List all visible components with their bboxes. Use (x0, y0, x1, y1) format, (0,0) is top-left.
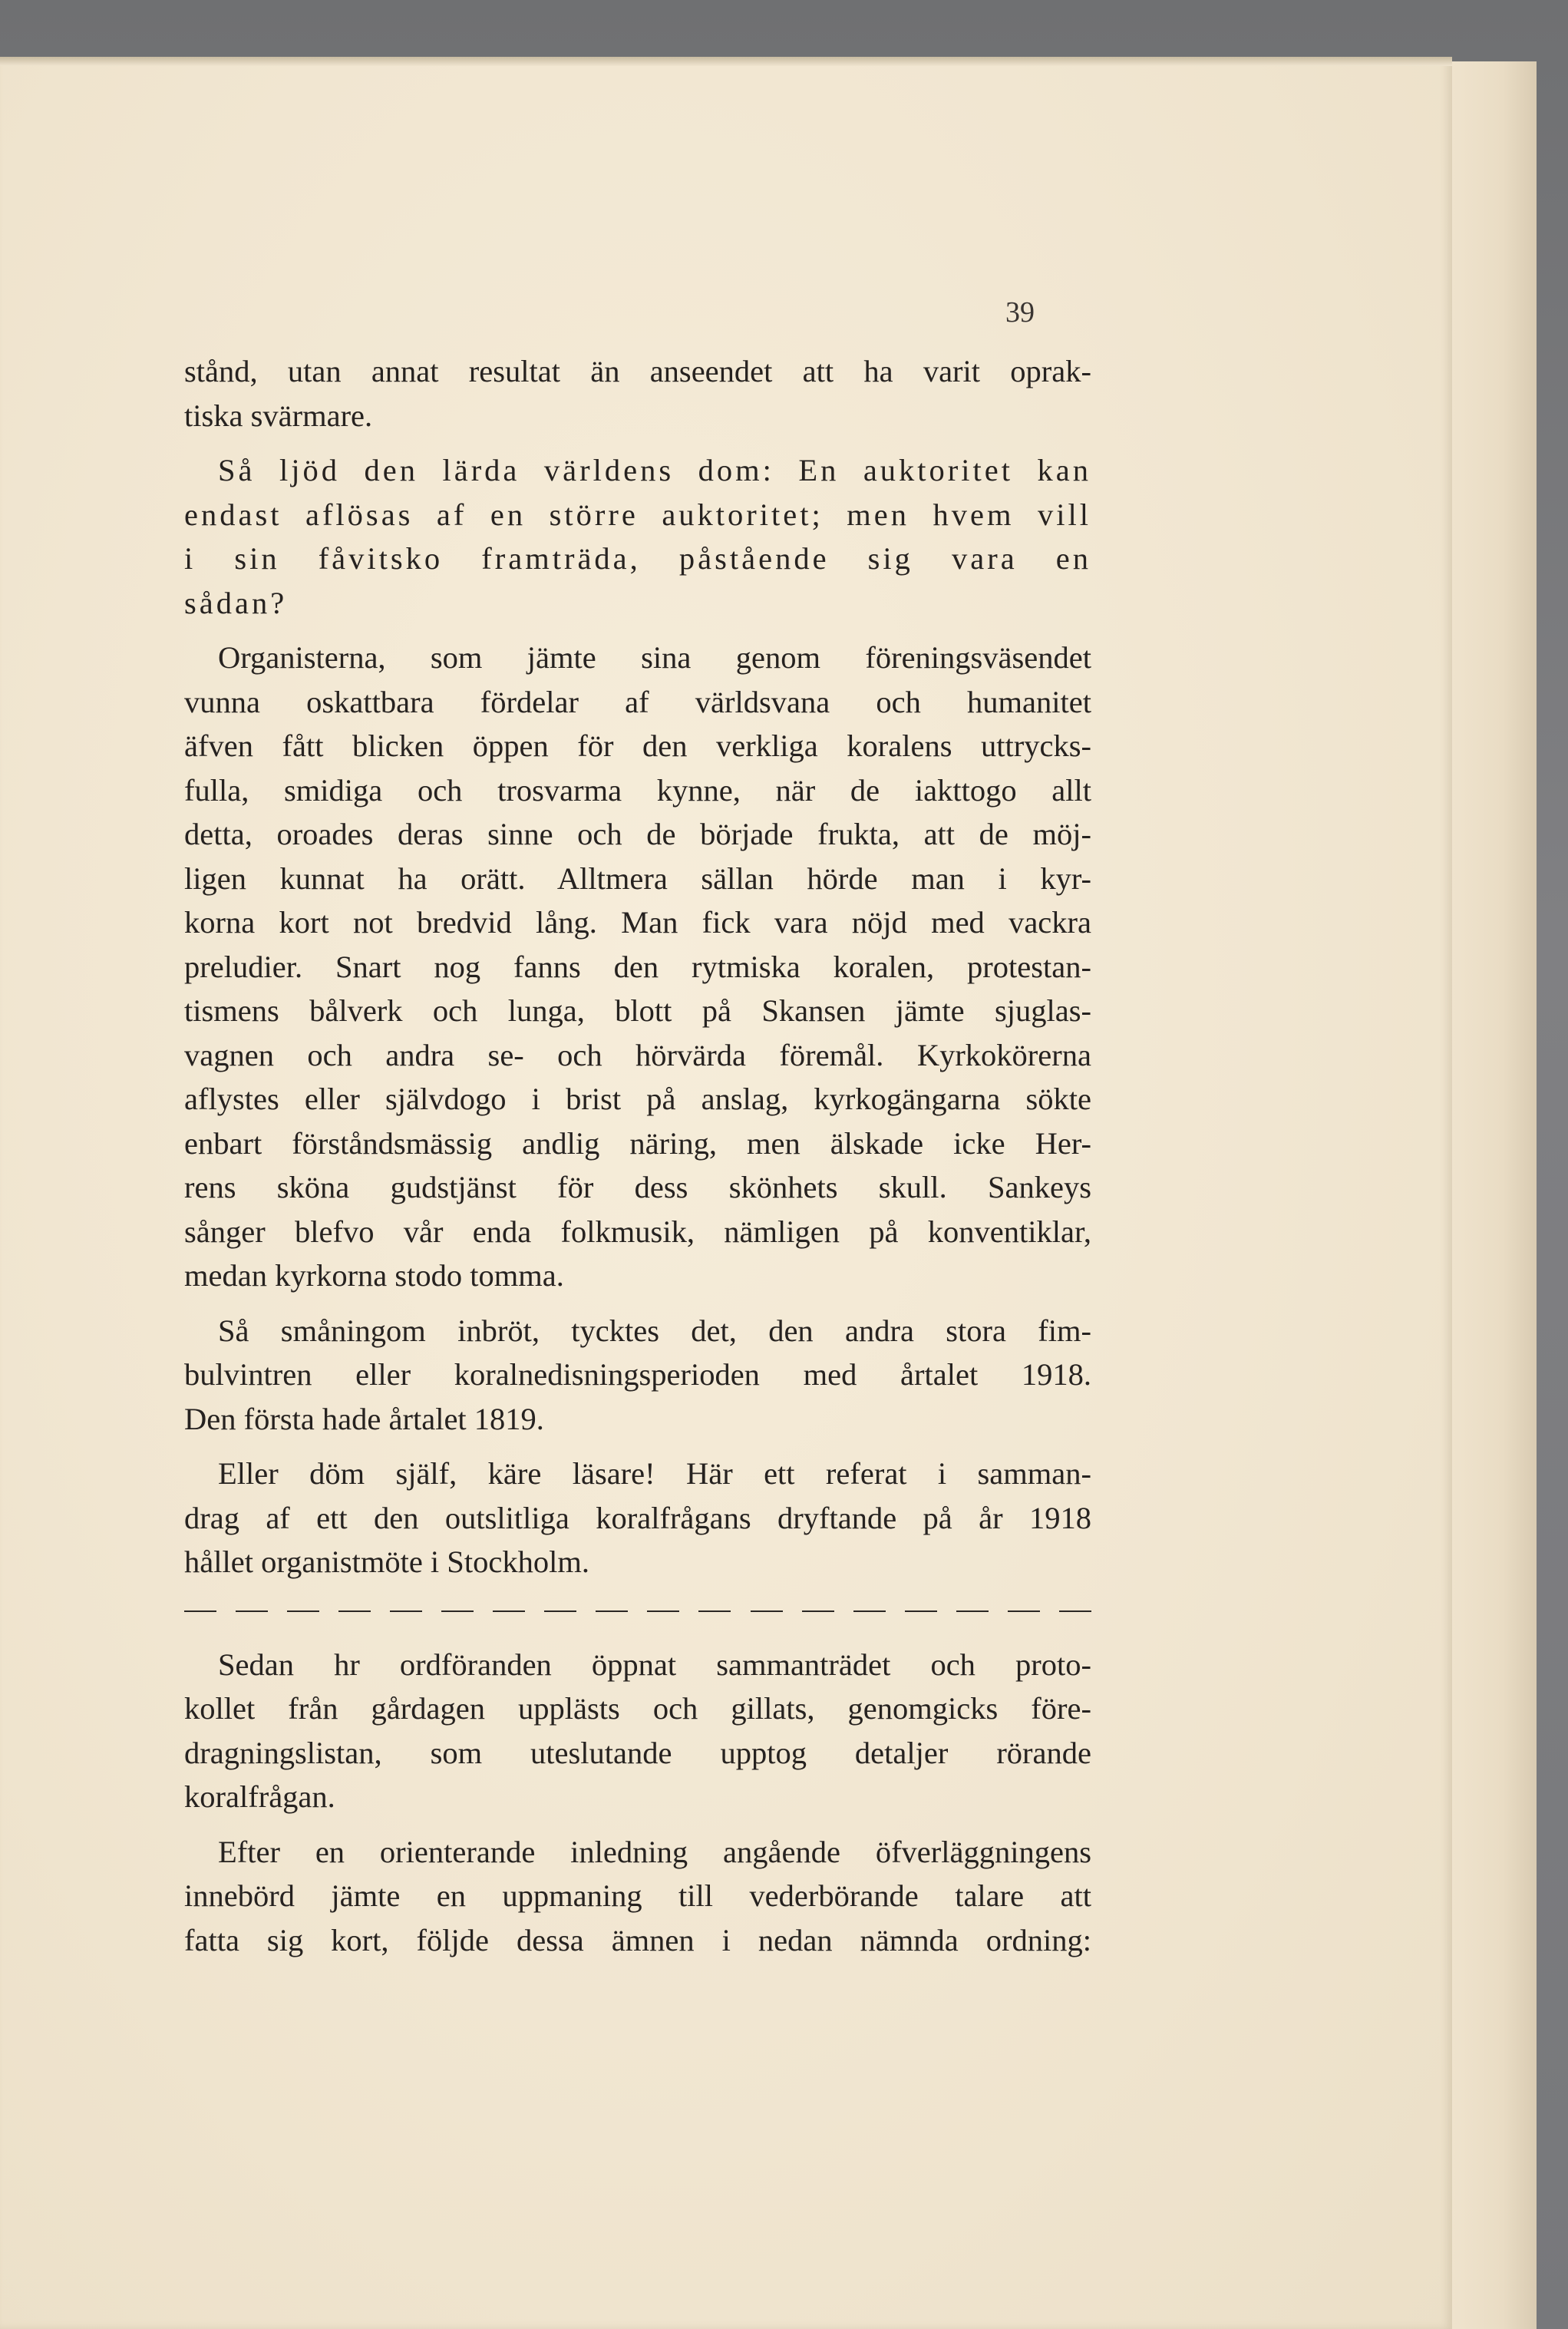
paragraph (184, 1643, 1091, 1819)
text-line: aflystes eller självdogo i brist på anslag, kyrkogängarna sökte (184, 1082, 1091, 1116)
text-line: innebörd jämte en uppmaning till vederbörande talare att (184, 1878, 1091, 1913)
text-line: Efter en orienterande inledning angående öfverläggningens (218, 1834, 1091, 1869)
page-number: 39 (1005, 296, 1035, 329)
text-line: sådan? (184, 585, 288, 620)
text-line: rens sköna gudstjänst för dess skönhets skull. Sankeys (184, 1170, 1091, 1204)
text-line: vagnen och andra se- och hörvärda föremål. Kyrkokörerna (184, 1037, 1091, 1072)
text-line: bulvintren eller koralnedisningsperioden med årtalet 1918. (184, 1357, 1091, 1392)
next-page-edge (1451, 61, 1537, 2329)
text-line: fatta sig kort, följde dessa ämnen i nedan nämnda ordning: (184, 1922, 1091, 1957)
text-line: vunna oskattbara fördelar af världsvana och humanitet (184, 684, 1091, 719)
text-line: kollet från gårdagen upplästs och gillats, genomgicks före- (184, 1691, 1091, 1726)
paragraph (184, 448, 1091, 625)
paragraph (184, 1830, 1091, 1963)
paragraph (184, 636, 1091, 1298)
text-line: korna kort not bredvid lång. Man fick vara nöjd med vackra (184, 905, 1091, 940)
text-line: tiska svärmare. (184, 398, 373, 433)
text-line: Sedan hr ordföranden öppnat sammanträdet och proto- (218, 1647, 1091, 1682)
text-line: i sin fåvitsko framträda, påstående sig vara en (184, 541, 1091, 576)
page-text (184, 349, 1091, 1973)
text-line: äfven fått blicken öppen för den verkliga koralens uttrycks- (184, 728, 1091, 763)
text-line: enbart förståndsmässig andlig näring, men älskade icke Her- (184, 1125, 1091, 1161)
text-line: tismens bålverk och lunga, blott på Skansen jämte sjuglas- (184, 993, 1091, 1028)
text-line: sånger blefvo vår enda folkmusik, nämligen på konventiklar, (184, 1214, 1091, 1249)
text-line: preludier. Snart nog fanns den rytmiska koralen, protestan- (184, 949, 1091, 984)
paragraph (184, 349, 1091, 438)
text-line: ligen kunnat ha orätt. Alltmera sällan hörde man i kyr- (184, 861, 1091, 896)
paragraph (184, 1309, 1091, 1442)
text-line: stånd, utan annat resultat än anseendet att ha varit oprak- (184, 354, 1091, 388)
text-line: dragningslistan, som uteslutande upptog detaljer rörande (184, 1735, 1091, 1770)
text-line: endast aflösas af en större auktoritet; men hvem vill (184, 497, 1091, 532)
text-line: koralfrågan. (184, 1779, 335, 1814)
page-top-edge (0, 57, 1452, 66)
text-line: Eller döm själf, käre läsare! Här ett referat i samman- (218, 1456, 1091, 1491)
text-line: Så småningom inbröt, tycktes det, den andra stora fim- (218, 1313, 1091, 1348)
text-line: fulla, smidiga och trosvarma kynne, när de iakttogo allt (184, 772, 1091, 808)
text-line: hållet organistmöte i Stockholm. (184, 1544, 589, 1579)
text-line: medan kyrkorna stodo tomma. (184, 1258, 564, 1293)
text-line: detta, oroades deras sinne och de började frukta, att de möj- (184, 817, 1091, 851)
text-line: Så ljöd den lärda världens dom: En auktoritet kan (218, 453, 1091, 487)
paragraph (184, 1452, 1091, 1584)
dashed-separator (184, 1610, 1091, 1614)
text-line: Den första hade årtalet 1819. (184, 1401, 544, 1436)
text-line: drag af ett den outslitliga koralfrågans dryftande på år 1918 (184, 1500, 1091, 1535)
text-line: Organisterna, som jämte sina genom föreningsväsendet (218, 640, 1091, 675)
